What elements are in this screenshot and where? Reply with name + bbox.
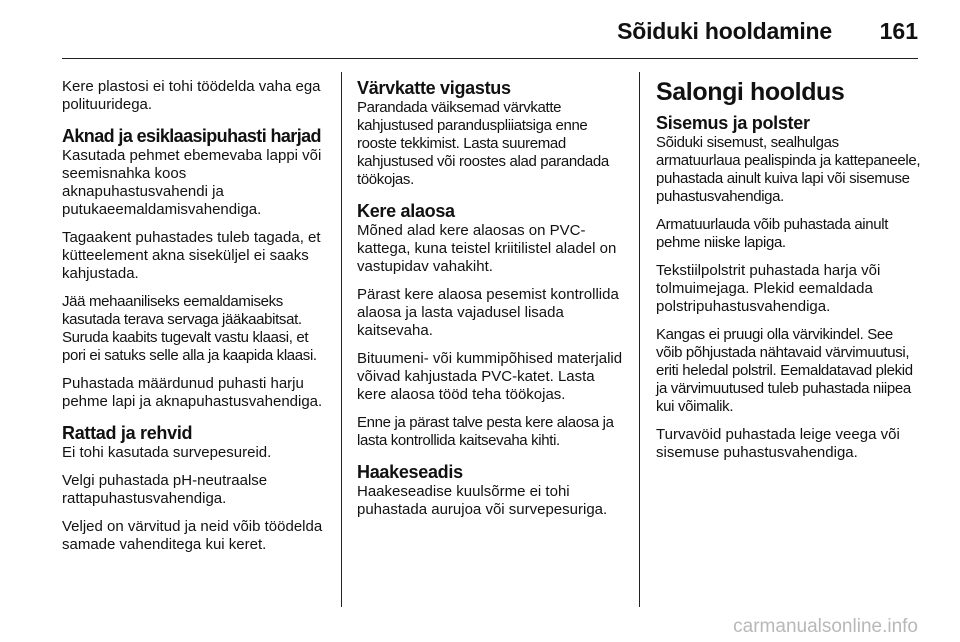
section-heading-windows: Aknad ja esiklaasipuhasti harjad [62,126,321,146]
paragraph: Mõned alad kere alaosas on PVC-kattega, kuna teistel kriitilistel aladel on vastupidav vahakiht. [357,222,617,275]
paragraph: Enne ja pärast talve pesta kere alaosa ja lasta kontrollida kaitsevaha kihti. [357,414,614,449]
section-heading-underbody: Kere alaosa [357,201,455,221]
section-heading-wheels: Rattad ja rehvid [62,423,193,443]
paragraph: Puhastada määrdunud puhasti harju pehme lapi ja aknapuhastusvahendiga. [62,375,323,410]
watermark: carmanualsonline.info [733,616,918,637]
paragraph: Pärast kere alaosa pesemist kontrollida alaosa ja lasta vajadusel lisada kaitsevaha. [357,286,619,339]
paragraph: Veljed on värvitud ja neid võib töödelda samade vahenditega kui keret. [62,518,323,553]
paragraph: Velgi puhastada pH-neutraalse rattapuhastusvahendiga. [62,472,268,507]
paragraph: Sõiduki sisemust, sealhulgas armatuurlaua pealispinda ja kattepaneele, puhastada ainult kuiva lapi või sisemuse puhastusvahendiga. [656,134,921,205]
paragraph: Bituumeni- või kummipõhised materjalid võivad kahjustada PVC-katet. Lasta kere alaosa tööd teha töökojas. [357,350,623,403]
paragraph: Kangas ei pruugi olla värvikindel. See võib põhjustada nähtavaid värvimuutusi, eriti heledal polstril. Eemaldatavad plekid ja värvimuutused tuleb puhastada niipea kui võimalik. [656,326,913,415]
paragraph: Kasutada pehmet ebemevaba lappi või seemisnahka koos aknapuhastusvahendi ja putukaeemaldamisvahendiga. [62,147,322,218]
paragraph: Parandada väiksemad värvkatte kahjustused paranduspliiatsiga enne rooste tekkimist. Lasta suuremad kahjustused või roostes alad parandada töökojas. [357,99,609,188]
paragraph: Armatuurlauda võib puhastada ainult pehme niiske lapiga. [656,216,889,251]
section-heading-hitch: Haakeseadis [357,462,463,482]
paragraph: Turvavöid puhastada leige veega või sisemuse puhastusvahendiga. [656,426,900,461]
paragraph: Ei tohi kasutada survepesureid. [62,444,272,461]
paragraph: Tagaakent puhastades tuleb tagada, et kütteelement akna siseküljel ei saaks kahjustada. [62,229,321,282]
column-1 [62,78,330,564]
paragraph: Tekstiilpolstrit puhastada harja või tolmuimejaga. Plekid eemaldada polstripuhastusvahendiga. [656,262,881,315]
paragraph: Haakeseadise kuulsõrme ei tohi puhastada aurujoa või survepesuriga. [357,483,608,518]
column-2 [357,78,623,529]
column-divider-2 [639,72,640,607]
column-3 [656,78,922,472]
column-divider-1 [341,72,342,607]
intro-paragraph: Kere plastosi ei tohi töödelda vaha ega polituuridega. [62,78,321,113]
section-heading-interior: Sisemus ja polster [656,113,810,133]
section-heading-paint: Värvkatte vigastus [357,78,511,98]
main-heading: Salongi hooldus [656,78,845,106]
header-rule [62,58,918,59]
page-number: 161 [879,18,918,44]
page-title: Sõiduki hooldamine [617,18,832,44]
paragraph: Jää mehaaniliseks eemaldamiseks kasutada terava servaga jääkaabitsat. Suruda kaabits tugevalt vastu klaasi, et pori ei satuks selle alla ja kaapida klaasi. [62,293,317,364]
page-header [0,0,960,60]
